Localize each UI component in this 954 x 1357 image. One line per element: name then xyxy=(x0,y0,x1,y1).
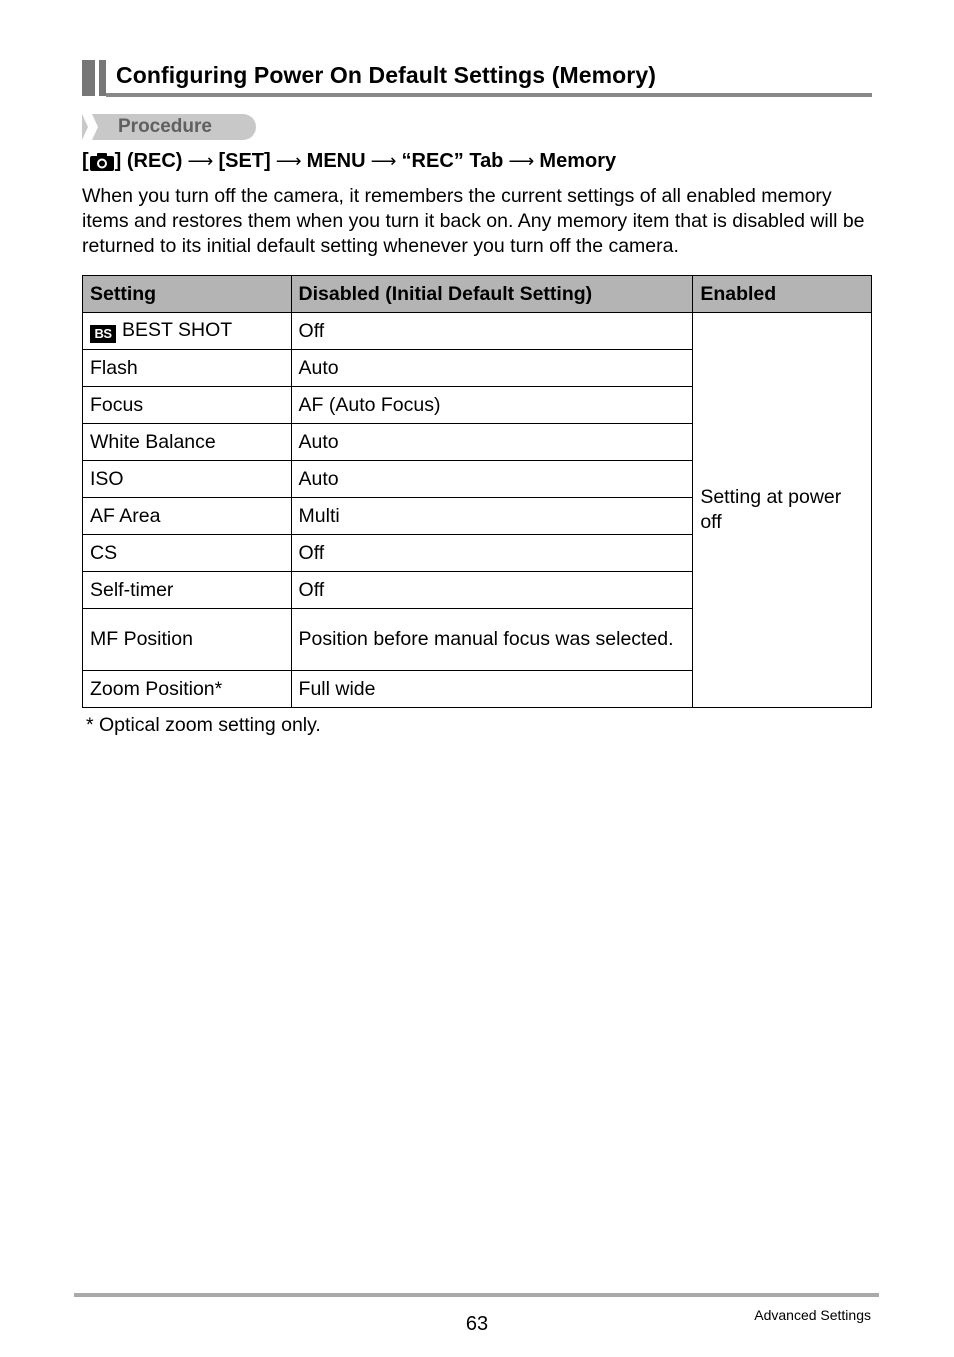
procedure-badge xyxy=(82,114,256,140)
menu-path xyxy=(82,150,616,173)
heading-underline xyxy=(106,93,872,97)
setting-cell: ISO xyxy=(83,461,292,498)
footnote-mark: * xyxy=(86,714,94,736)
path-rec: ] (REC) xyxy=(114,150,183,172)
disabled-cell: Full wide xyxy=(291,671,693,708)
header-setting: Setting xyxy=(83,276,292,313)
path-step-set: [SET] xyxy=(218,150,271,172)
page-number: 63 xyxy=(465,1313,489,1335)
disabled-cell: Off xyxy=(291,313,693,350)
path-step-rec-tab: “REC” Tab xyxy=(401,150,504,172)
enabled-cell: Setting at power off xyxy=(693,313,872,708)
arrow-right-icon: ⟶ xyxy=(187,151,214,171)
disabled-cell: AF (Auto Focus) xyxy=(291,387,693,424)
setting-cell: Self-timer xyxy=(83,572,292,609)
setting-cell: CS xyxy=(83,535,292,572)
disabled-cell: Auto xyxy=(291,424,693,461)
setting-cell: Focus xyxy=(83,387,292,424)
section-heading xyxy=(82,60,872,98)
table-header-row xyxy=(83,276,872,313)
intro-paragraph: When you turn off the camera, it remembers the current settings of all enabled memory items and restores them when you turn it back on. Any memory item that is disabled will be returned to its initial default setting whenever you turn off the camera. xyxy=(82,185,865,257)
table-row xyxy=(83,313,872,350)
disabled-cell: Multi xyxy=(291,498,693,535)
setting-cell: BS BEST SHOT xyxy=(83,313,292,350)
setting-cell: AF Area xyxy=(83,498,292,535)
disabled-cell: Auto xyxy=(291,461,693,498)
footer-divider xyxy=(74,1293,879,1297)
procedure-label: Procedure xyxy=(118,116,212,137)
disabled-cell: Off xyxy=(291,572,693,609)
footnote xyxy=(86,714,321,737)
setting-cell: MF Position xyxy=(83,609,292,671)
chevron-right-icon xyxy=(82,114,106,140)
heading-marker-thin xyxy=(99,60,106,96)
memory-settings-table xyxy=(82,275,872,708)
best-shot-icon: BS xyxy=(90,325,116,343)
path-step-memory: Memory xyxy=(539,150,617,172)
section-name: Advanced Settings xyxy=(754,1307,871,1323)
heading-marker xyxy=(82,60,95,96)
disabled-cell: Auto xyxy=(291,350,693,387)
path-step-menu: MENU xyxy=(306,150,366,172)
setting-cell: Zoom Position* xyxy=(83,671,292,708)
path-bracket: [ xyxy=(82,150,89,172)
arrow-right-icon: ⟶ xyxy=(275,151,302,171)
disabled-cell: Position before manual focus was selected. xyxy=(291,609,693,671)
setting-cell: White Balance xyxy=(83,424,292,461)
arrow-right-icon: ⟶ xyxy=(508,151,535,171)
camera-icon xyxy=(89,152,115,172)
header-enabled: Enabled xyxy=(693,276,872,313)
arrow-right-icon: ⟶ xyxy=(370,151,397,171)
header-disabled: Disabled (Initial Default Setting) xyxy=(291,276,693,313)
page-title: Configuring Power On Default Settings (Memory) xyxy=(116,62,657,88)
footnote-text: Optical zoom setting only. xyxy=(99,714,321,736)
disabled-cell: Off xyxy=(291,535,693,572)
setting-cell: Flash xyxy=(83,350,292,387)
